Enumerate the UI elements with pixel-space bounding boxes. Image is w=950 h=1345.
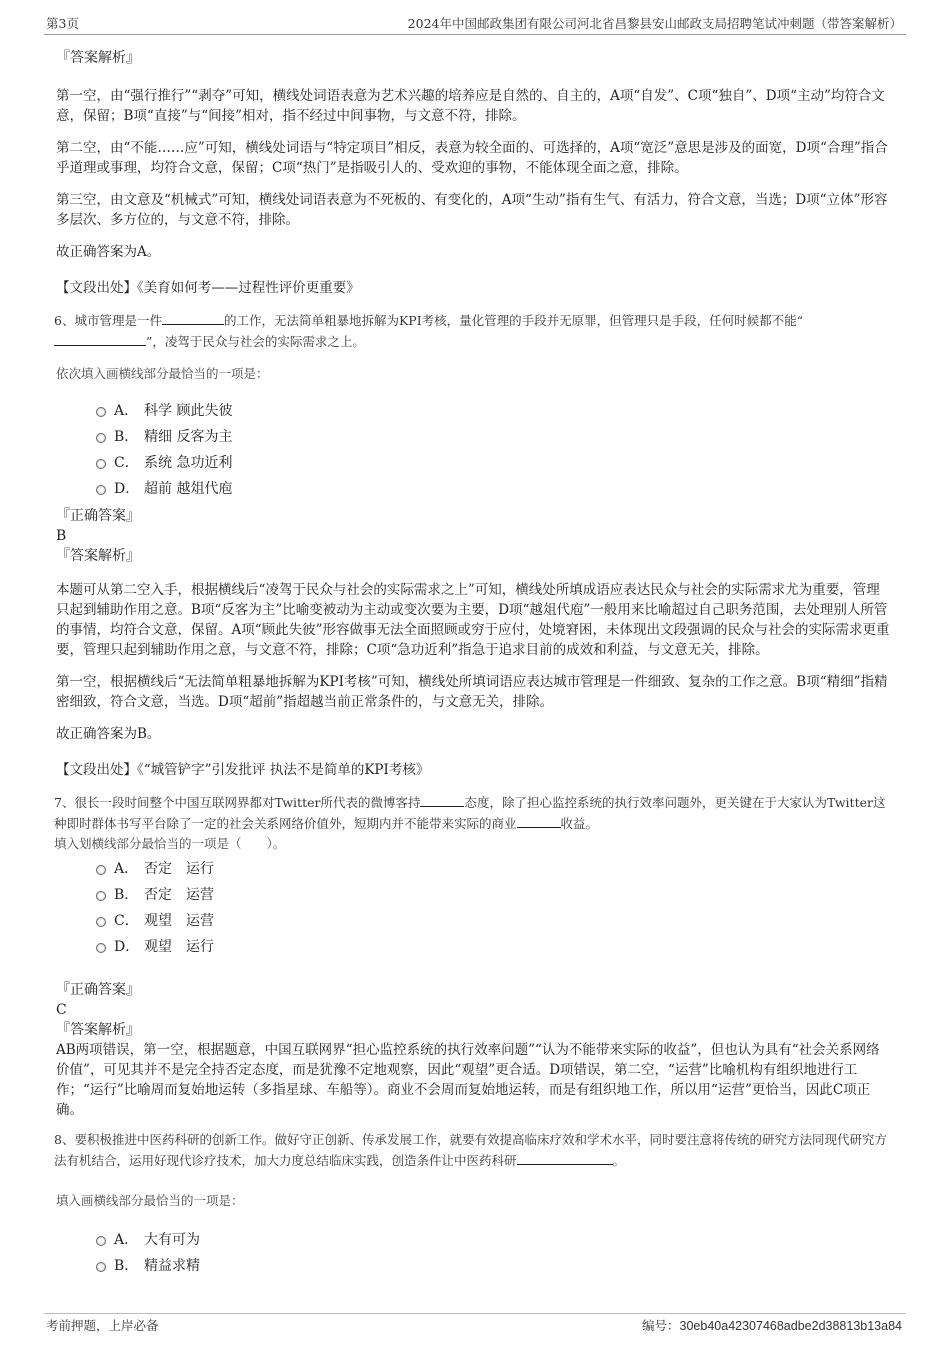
radio-icon[interactable] (96, 943, 106, 953)
analysis-paragraph: 第二空，由“不能……应”可知，横线处词语与“特定项目”相反，表意为较全面的、可选择的，A项“宽泛”意思是涉及的面宽，D项“合理”指合乎道理或事理，均符合文意，保留；C项“热门”是指吸引人的、受欢迎的事物，不能体现全面之意，排除。 (56, 140, 888, 176)
document-title: 2024年中国邮政集团有限公司河北省昌黎县安山邮政支局招聘笔试冲刺题（带答案解析） (407, 16, 902, 31)
document-code: 编号：30eb40a42307468adbe2d38813b13a84 (642, 1319, 902, 1333)
analysis-label: 『答案解析』 (56, 50, 140, 66)
passage-source: 【文段出处】《“城管铲字”引发批评 执法不是简单的KPI考核》 (56, 762, 430, 778)
page-number: 第3页 (46, 16, 79, 31)
question-stem: 7、很长一段时间整个中国互联网界都对Twitter所代表的微博客持 态度，除了担心监控系统的执行效率问题外，更关键在于大家认为Twitter这种即时群体书写平台除了一定的社会关系网络价值外，短期内并不能带来实际的商业 收益。 (54, 792, 892, 834)
correct-answer: C (56, 1002, 67, 1018)
analysis-paragraph: 第一空，根据横线后“无法简单粗暴地拆解为KPI考核”可知，横线处所填词语应表达城市管理是一件细致、复杂的工作之意。B项“精细”指精密细致，符合文意，当选。D项“超前”指超越当前正常条件的，与文意无关，排除。 (56, 674, 888, 710)
analysis-paragraph: 第三空，由文意及“机械式”可知，横线处词语表意为不死板的、有变化的，A项“生动”指有生气、有活力，符合文意，当选；D项“立体”形容多层次、多方位的，与文意不符，排除。 (56, 192, 888, 228)
options-list (56, 398, 892, 502)
question-instruction: 填入画横线部分最恰当的一项是： (56, 1193, 244, 1208)
option-c[interactable]: C． 系统 急功近利 (96, 450, 892, 476)
answer-blank (420, 792, 464, 807)
document-content (56, 44, 892, 1279)
question-instruction: 依次填入画横线部分最恰当的一项是： (56, 366, 269, 381)
option-b[interactable]: B． 精益求精 (96, 1253, 892, 1279)
radio-icon[interactable] (96, 1236, 106, 1246)
answer-conclusion: 故正确答案为A。 (56, 244, 161, 260)
radio-icon[interactable] (96, 459, 106, 469)
analysis-label: 『答案解析』 (56, 1022, 140, 1038)
radio-icon[interactable] (96, 433, 106, 443)
question-stem: 8、要积极推进中医药科研的创新工作。做好守正创新、传承发展工作，就要有效提高临床疗效和学术水平，同时要注意将传统的研究方法同现代研究方法有机结合，运用好现代诊疗技术，加大力度总结临床实践，创造条件让中医药科研 。 (54, 1132, 887, 1168)
radio-icon[interactable] (96, 891, 106, 901)
correct-answer-label: 『正确答案』 (56, 508, 140, 524)
answer-blank (162, 310, 224, 325)
option-a[interactable]: A． 否定 运行 (96, 856, 892, 882)
radio-icon[interactable] (96, 407, 106, 417)
option-b[interactable]: B． 否定 运营 (96, 882, 892, 908)
passage-source: 【文段出处】《美育如何考——过程性评价更重要》 (56, 280, 360, 296)
footer-slogan: 考前押题，上岸必备 (46, 1318, 159, 1333)
question-instruction: 填入划横线部分最恰当的一项是（ ）。 (54, 836, 286, 851)
answer-conclusion: 故正确答案为B。 (56, 726, 161, 742)
correct-answer-label: 『正确答案』 (56, 982, 140, 998)
answer-blank (517, 1150, 613, 1165)
radio-icon[interactable] (96, 1262, 106, 1272)
answer-blank (54, 331, 146, 346)
analysis-paragraph: AB两项错误，第一空，根据题意，中国互联网界“担心监控系统的执行效率问题”“认为不能带来实际的收益”，但也认为具有“社会关系网络价值”，可见其并不是完全持否定态度，而是犹豫不定地观察，因此“观望”更合适。D项错误，第二空，“运营”比喻机构有组织地进行工作；“运行”比喻周而复始地运转（多指星球、车船等）。商业不会周而复始地运转，而是有组织地工作，所以用“运营”更恰当，因此C项正确。 (56, 1042, 880, 1118)
correct-answer: B (56, 528, 67, 544)
radio-icon[interactable] (96, 485, 106, 495)
options-list (56, 856, 892, 960)
radio-icon[interactable] (96, 917, 106, 927)
question-stem: 6、城市管理是一件 的工作，无法简单粗暴地拆解为KPI考核，量化管理的手段并无原罪，但管理只是手段，任何时候都不能“ ”，凌驾于民众与社会的实际需求之上。 (54, 310, 892, 352)
radio-icon[interactable] (96, 865, 106, 875)
analysis-paragraph: 第一空，由“强行推行”“剥夺”可知，横线处词语表意为艺术兴趣的培养应是自然的、自主的，A项“自发”、C项“独自”、D项“主动”均符合文意，保留；B项“直接”与“间接”相对，指不经过中间事物，与文意不符，排除。 (56, 88, 885, 124)
option-a[interactable]: A． 科学 顾此失彼 (96, 398, 892, 424)
option-b[interactable]: B． 精细 反客为主 (96, 424, 892, 450)
option-c[interactable]: C． 观望 运营 (96, 908, 892, 934)
options-list (56, 1227, 892, 1279)
option-d[interactable]: D． 超前 越俎代庖 (96, 476, 892, 502)
analysis-label: 『答案解析』 (56, 548, 140, 564)
analysis-paragraph: 本题可从第二空入手，根据横线后“凌驾于民众与社会的实际需求之上”可知，横线处所填成语应表达民众与社会的实际需求尤为重要，管理只起到辅助作用之意。B项“反客为主”比喻变被动为主动或变次要为主要，D项“越俎代庖”一般用来比喻超过自己职务范围，去处理别人所管的事情，均符合文意，保留。A项“顾此失彼”形容做事无法全面照顾或穷于应付，处境窘困，未体现出文段强调的民众与社会的实际需求更重要，管理只起到辅助作用之意，与文意不符，排除；C项“急功近利”指急于追求目前的成效和利益，与文意无关，排除。 (56, 582, 890, 658)
page-header (44, 12, 906, 35)
option-d[interactable]: D． 观望 运行 (96, 934, 892, 960)
answer-blank (517, 813, 561, 828)
option-a[interactable]: A． 大有可为 (96, 1227, 892, 1253)
page-footer (44, 1313, 906, 1334)
